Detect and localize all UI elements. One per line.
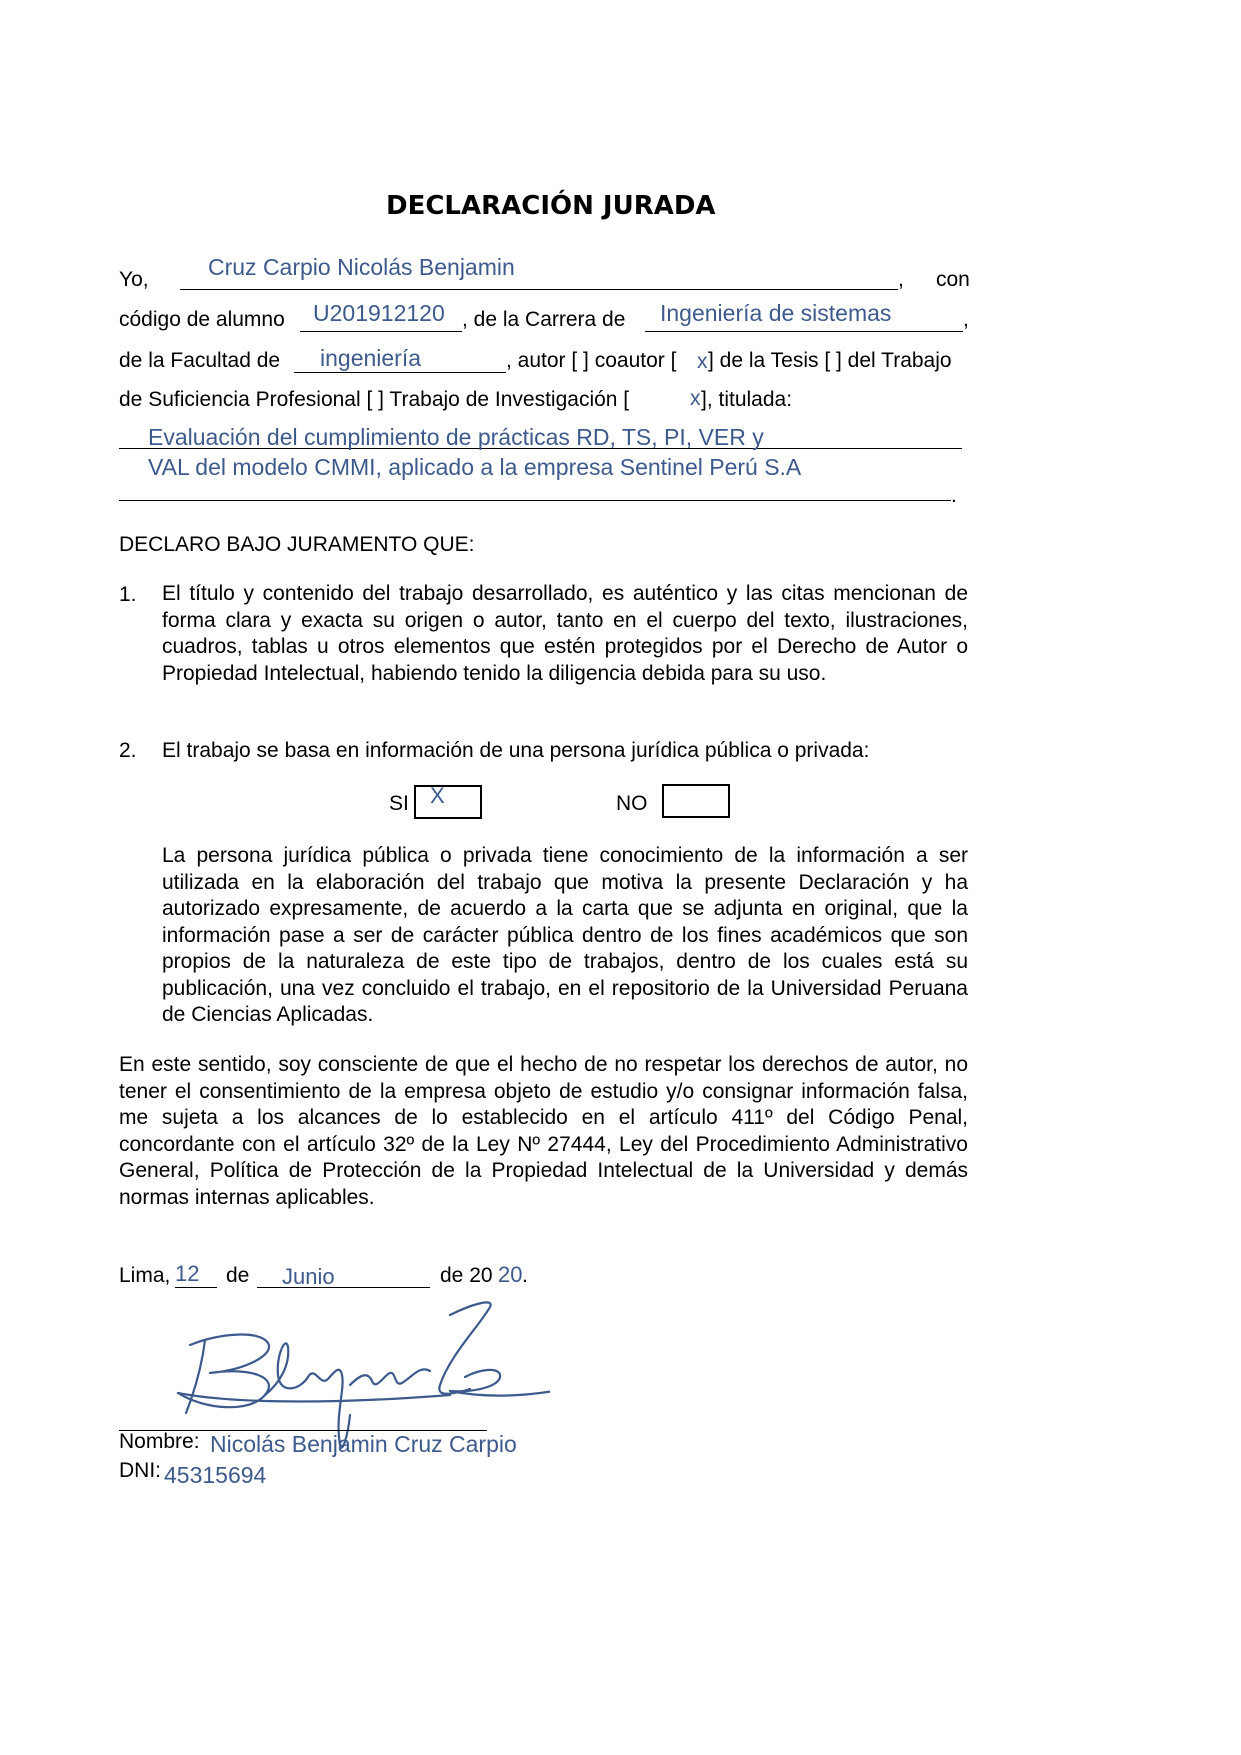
de-label: de [226, 1264, 250, 1287]
facultad-value: ingeniería [320, 345, 422, 371]
thesis-title-line-1: Evaluación del cumplimiento de prácticas RD, TS, PI, VER y [148, 424, 764, 450]
facultad-underline [294, 372, 506, 373]
closing-paragraph: En este sentido, soy consciente de que el hecho de no respetar los derechos de autor, no tener el consentimiento de la empresa objeto de estudio y/o consignar información falsa, me sujeta a los alcances de lo establecido en el artículo 411º del Código Penal, concordante con el artículo 32º de la Ley Nº 27444, Ley del Procedimiento Administrativo General, Política de Protección de la Propiedad Intelectual de la Universidad y demás normas internas aplicables. [119, 1053, 968, 1209]
nombre-label: Nombre: [119, 1430, 200, 1453]
page-title: DECLARACIÓN JURADA [386, 191, 716, 221]
facultad-label: de la Facultad de [119, 349, 281, 372]
carrera-label: , de la Carrera de [462, 308, 626, 331]
titulada-text: ], titulada: [701, 388, 793, 411]
si-checkbox[interactable] [414, 785, 482, 819]
no-label: NO [616, 792, 648, 815]
persona-juridica-paragraph: La persona jurídica pública o privada tiene conocimiento de la información a ser utilizada en la elaboración del trabajo que motiva la presente Declaración y ha autorizado expresamente, de acuerdo a la carta que se adjunta en original, que la información pase a ser de carácter pública dentro de los fines académicos que son propios de la naturaleza de este tipo de trabajos, dentro de los cuales está su publicación, una vez concluido el trabajo, en el repositorio de la Universidad Peruana de Ciencias Aplicadas. [162, 844, 968, 1026]
dni-value: 45315694 [164, 1462, 267, 1488]
day-underline [175, 1287, 217, 1288]
codigo-label: código de alumno [119, 308, 285, 331]
con-label: con [936, 268, 970, 291]
de-year-label: de 20 [440, 1264, 493, 1287]
no-checkbox[interactable] [662, 784, 730, 818]
item-2-text: El trabajo se basa en información de una persona jurídica pública o privada: [162, 739, 870, 762]
carrera-value: Ingeniería de sistemas [660, 300, 892, 326]
comma: , [898, 268, 904, 291]
investigacion-mark: x [690, 387, 701, 410]
date-month: Junio [282, 1264, 335, 1289]
date-day: 12 [175, 1261, 200, 1286]
comma: , [963, 308, 969, 331]
name-underline [180, 289, 898, 290]
tesis-text: ] de la Tesis [ ] del Trabajo [708, 349, 952, 372]
declaro-heading: DECLARO BAJO JURAMENTO QUE: [119, 533, 475, 556]
title-underline-2 [119, 500, 951, 501]
item-number: 2. [119, 739, 137, 762]
si-label: SI [389, 792, 409, 815]
si-mark: X [430, 783, 445, 808]
carrera-underline [645, 331, 963, 332]
date-year-suffix: 20 [498, 1262, 523, 1287]
student-code: U201912120 [313, 300, 445, 326]
yo-label: Yo, [119, 268, 149, 291]
nombre-value: Nicolás Benjamin Cruz Carpio [210, 1431, 517, 1457]
period: . [951, 484, 957, 507]
code-underline [300, 331, 462, 332]
coautor-mark: x [697, 350, 708, 373]
item-number: 1. [119, 583, 137, 606]
thesis-title-line-2: VAL del modelo CMMI, aplicado a la empresa Sentinel Perú S.A [148, 454, 802, 480]
item-1-text: El título y contenido del trabajo desarrollado, es auténtico y las citas mencionan de forma clara y exacta su origen o autor, tanto en el cuerpo del texto, ilustraciones, cuadros, tablas u otros elementos que estén protegidos por el Derecho de Autor o Propiedad Intelectual, habiendo tenido la diligencia debida para su uso. [162, 582, 968, 685]
student-name: Cruz Carpio Nicolás Benjamin [208, 254, 515, 280]
period: . [522, 1264, 528, 1287]
suficiencia-text: de Suficiencia Profesional [ ] Trabajo de Investigación [ [119, 388, 630, 411]
dni-label: DNI: [119, 1459, 161, 1482]
autor-text: , autor [ ] coautor [ [506, 349, 677, 372]
city-label: Lima, [119, 1264, 171, 1287]
